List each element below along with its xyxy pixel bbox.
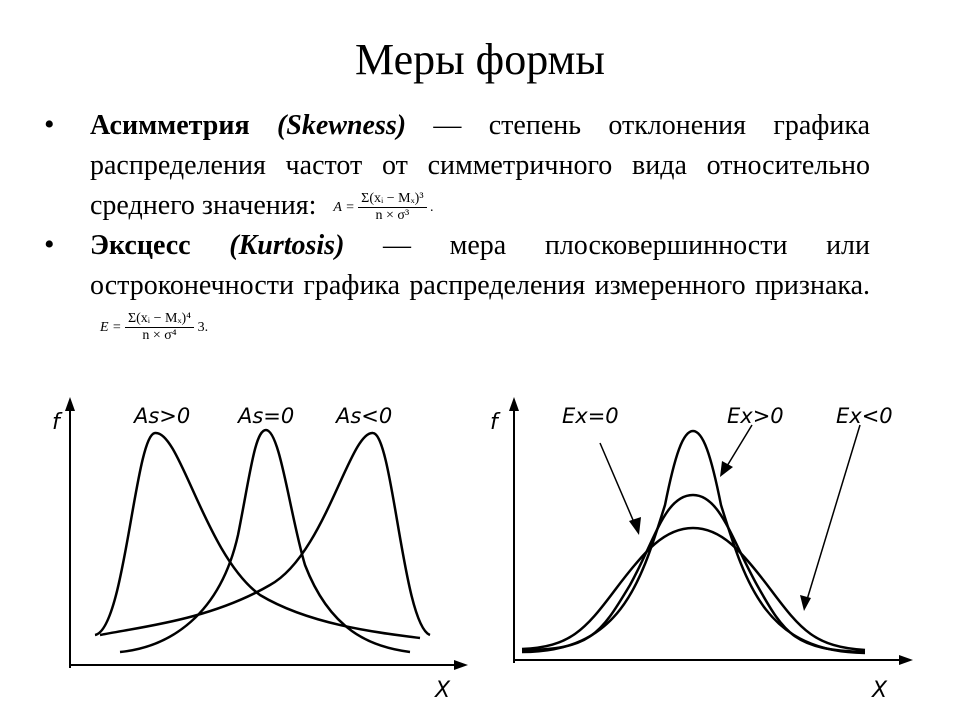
skewness-formula-fraction — [358, 192, 426, 223]
pointer-arrow-icon — [800, 595, 811, 611]
y-axis-label: f — [52, 410, 60, 435]
flat-curve — [522, 528, 865, 650]
x-axis-arrow-icon — [454, 660, 468, 670]
normal-curve — [522, 495, 865, 652]
kurtosis-term: Эксцесс — [90, 230, 191, 261]
y-axis-arrow-icon — [509, 397, 519, 411]
x-axis-label: X — [872, 678, 888, 703]
curve-label: Ex>0 — [727, 404, 784, 428]
skewness-term: Асимметрия — [90, 110, 250, 141]
skewness-formula-tail: . — [430, 199, 434, 215]
pointer-arrow-icon — [629, 517, 641, 535]
kurtosis-definition — [90, 226, 870, 346]
x-axis-label: X — [435, 678, 451, 703]
skewness-formula-numerator: Σ(xᵢ − Mₓ)³ — [358, 192, 426, 208]
x-axis-arrow-icon — [899, 655, 913, 665]
skewness-definition — [90, 106, 870, 226]
bullet-marker: • — [44, 108, 55, 141]
skewness-formula-lhs: A = — [333, 199, 355, 215]
pointer-arrow-icon — [720, 461, 733, 477]
skewness-text: степень отклонения графика распределения частот от симметричного вида относительно среднего значения: — [90, 110, 871, 221]
curve-label: Ex<0 — [836, 404, 893, 428]
y-axis-label: f — [490, 410, 498, 435]
pointer-line — [600, 443, 636, 527]
negative-skew-curve — [100, 433, 430, 635]
kurtosis-formula-fraction — [125, 312, 194, 343]
kurtosis-diagram — [480, 395, 920, 705]
kurtosis-formula — [100, 312, 208, 343]
kurtosis-formula-denominator: n × σ⁴ — [142, 328, 177, 344]
peaked-curve — [522, 431, 865, 653]
symmetric-curve — [120, 430, 410, 652]
curve-label: Ex=0 — [562, 404, 619, 428]
bullet-marker: • — [44, 228, 55, 261]
skewness-term-en: (Skewness) — [276, 110, 407, 141]
skewness-dash: — — [406, 110, 489, 141]
pointer-line — [724, 425, 752, 471]
skewness-formula-denominator: n × σ³ — [375, 208, 410, 224]
slide-title: Меры формы — [355, 35, 605, 84]
skewness-diagram — [40, 395, 470, 705]
kurtosis-formula-numerator: Σ(xᵢ − Mₓ)⁴ — [125, 312, 194, 328]
curve-label: As>0 — [134, 404, 191, 428]
kurtosis-formula-lhs: E = — [100, 319, 122, 335]
kurtosis-dash: — — [344, 230, 450, 261]
kurtosis-term-en: (Kurtosis) — [229, 230, 345, 261]
skewness-formula — [333, 192, 433, 223]
pointer-line — [806, 425, 860, 603]
kurtosis-formula-tail: 3. — [197, 319, 209, 335]
curve-label: As<0 — [336, 404, 393, 428]
y-axis-arrow-icon — [65, 397, 75, 411]
positive-skew-curve — [95, 433, 420, 638]
curve-label: As=0 — [238, 404, 295, 428]
kurtosis-text: мера плосковершинности или остроконечности графика распределения измеренного признака. — [90, 230, 871, 301]
